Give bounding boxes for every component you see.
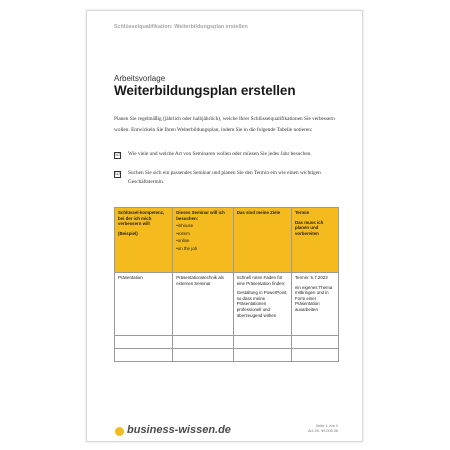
page-info [308,424,338,434]
header-competence-note: (Beispiel) [118,230,138,236]
table-cell[interactable] [115,349,173,362]
table-cell[interactable] [233,336,291,349]
header-cell-competence [115,208,173,273]
brand-logo-icon [115,427,124,436]
table-cell[interactable] [291,349,338,362]
checklist-item [114,169,339,187]
table-cell[interactable] [291,336,338,349]
document-kicker: Arbeitsvorlage [114,74,166,83]
checklist-item-text: Suchen Sie sich ein passendes Seminar und planen Sie den Termin ein wie einen wichtigen Geschäftstermin. [128,170,321,185]
checkbox-icon: ☑ [115,152,120,158]
date-text: Termin: 5.7.2023 [294,275,328,280]
checklist [114,150,339,197]
table-cell[interactable] [115,336,173,349]
header-date-note: Das muss ich planen und vorbereiten [294,219,324,236]
training-plan-table [114,207,339,362]
table-cell[interactable] [233,349,291,362]
seminar-option: • online [176,238,229,244]
seminar-option: • extern [176,231,229,237]
header-cell-date [291,208,338,273]
table-cell: Präsentationstechnik als externes Seminar [173,273,233,336]
checklist-item-text: Wie viele und welche Art von Seminaren wollen oder müssen Sie jedes Jahr besuchen. [128,151,312,157]
table-row [115,336,339,349]
header-goals-label: Das sind meine Ziele [236,210,281,215]
table-header-row [115,208,339,273]
preparation-text: ein eigenes Thema mitbringen und in Form einer Präsentation ausarbeiten [294,284,333,312]
table-cell[interactable] [173,336,233,349]
seminar-option: • on the job [176,246,229,252]
table-cell [233,273,291,336]
header-seminar-label: Dieses Seminar will ich besuchen: [176,210,225,221]
page-number: Seite 1 von 1 [315,424,338,428]
brand-logo-text: business-wissen.de [127,424,231,436]
table-cell[interactable] [173,349,233,362]
document-page [86,10,363,442]
header-date-label: Termin [294,210,310,215]
header-competence-label: Schlüssel-kompetenz, bei der ich mich verbessern will [118,210,165,227]
table-row [115,273,339,336]
goal-text: Schnell roten Faden für eine Präsentation finden; [236,275,286,286]
goal-text: Gestaltung in PowerPoint, so dass meine Präsentationen professionell und überzeugend wirken [236,290,288,318]
seminar-options-list [176,223,229,251]
checklist-item [114,150,339,159]
intro-paragraph: Planen Sie regelmäßig (jährlich oder halbjährlich), welche Ihrer Schlüsselqualifikationen Sie verbessern wollen. Entwickeln Sie Ihren Weiterbildungsplan, indem Sie in die folgende Tabelle notieren: [114,116,335,133]
page-header: Schlüsselqualifikation: Weiterbildungsplan erstellen [114,24,248,30]
table-cell: Präsentation [115,273,173,336]
seminar-option: • inhouse [176,223,229,229]
header-cell-seminar [173,208,233,273]
header-cell-goals [233,208,291,273]
article-number: Art.-Nr. 99.005.36 [308,429,338,433]
document-title: Weiterbildungsplan erstellen [114,83,296,98]
checkbox-icon: ☑ [115,171,120,177]
table-row [115,349,339,362]
table-cell [291,273,338,336]
